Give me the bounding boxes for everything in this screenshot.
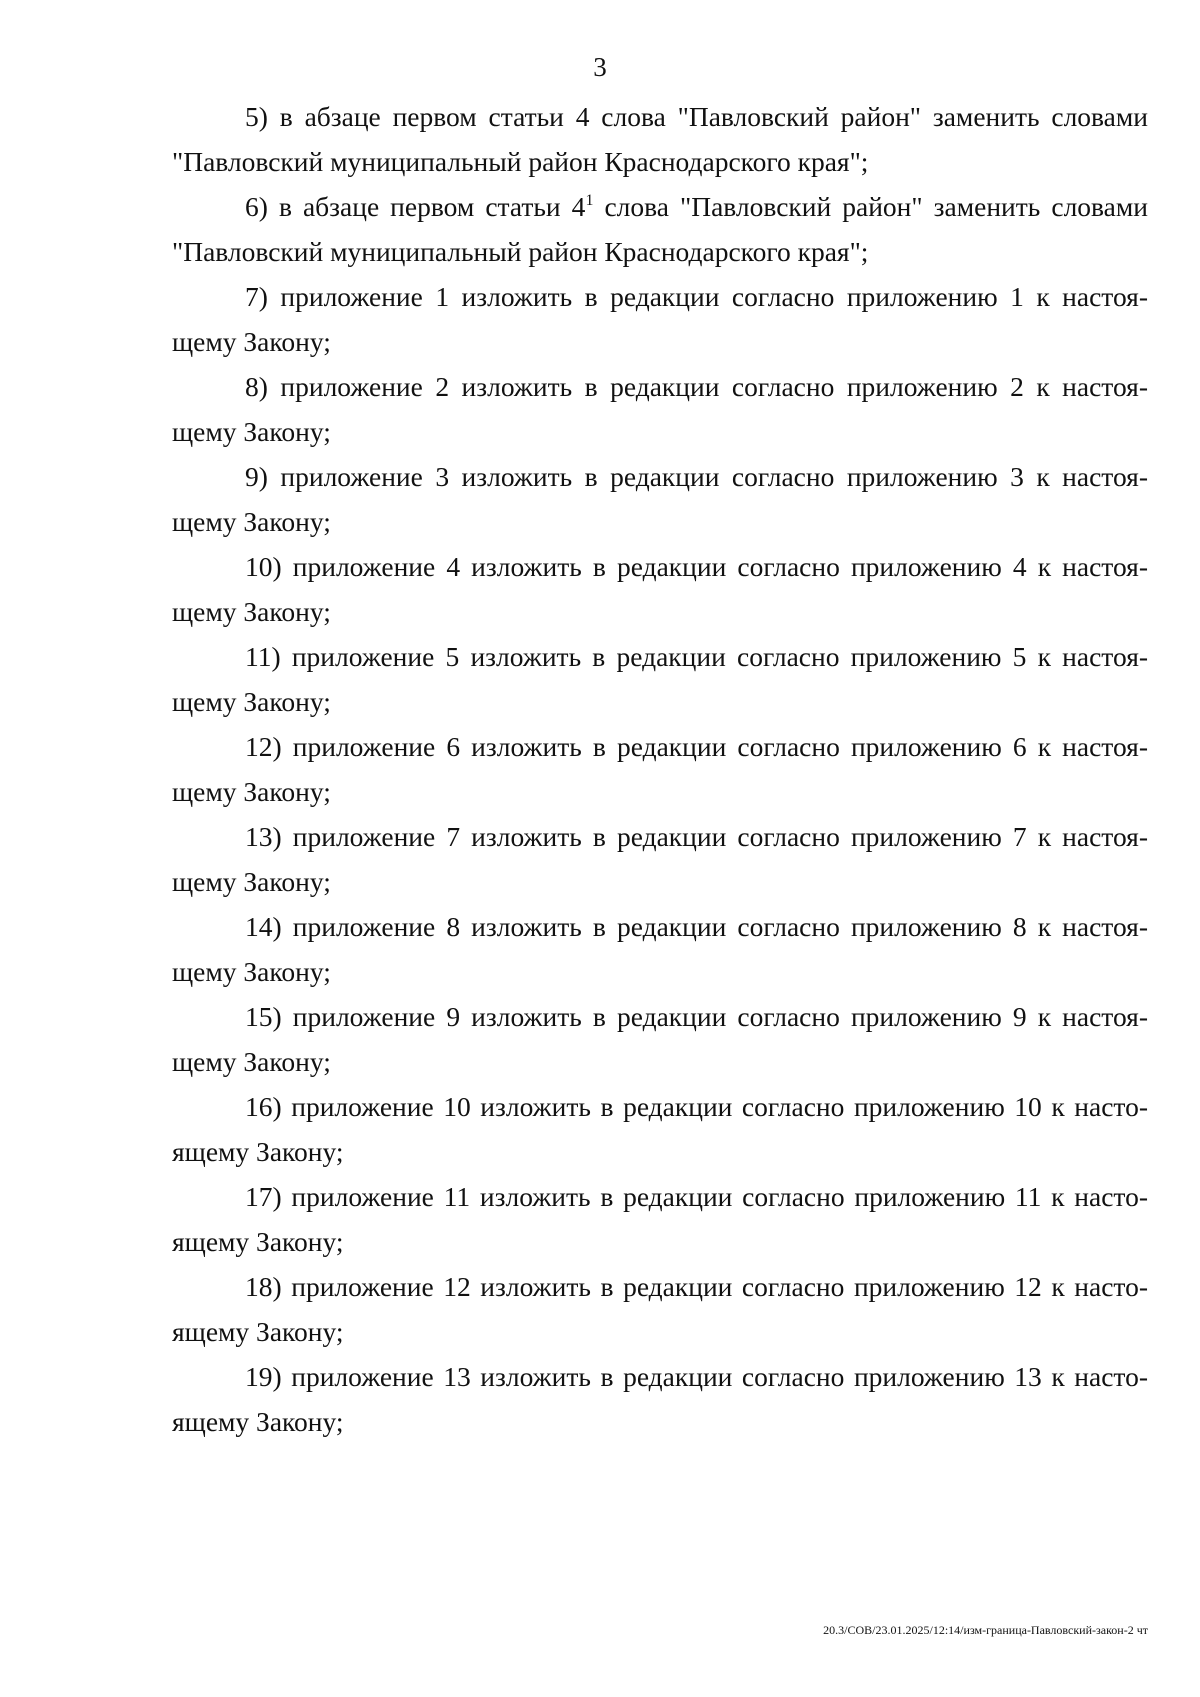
item-text: 15) приложение 9 изложить в редакции согласно приложению 9 к настоя- bbox=[245, 1001, 1148, 1032]
item-first-line bbox=[245, 97, 1148, 137]
item-second-line: щему Закону; bbox=[172, 1046, 331, 1077]
item-first-line bbox=[245, 907, 1148, 947]
item-text: 9) приложение 3 изложить в редакции согласно приложению 3 к настоя- bbox=[245, 461, 1148, 492]
item-first-line bbox=[245, 1267, 1148, 1307]
item-text: 5) в абзаце первом статьи 4 слова "Павловский район" заменить словами bbox=[245, 101, 1148, 132]
item-second-line: ящему Закону; bbox=[172, 1316, 344, 1347]
item-first-line bbox=[245, 727, 1148, 767]
item-text: 6) в абзаце первом статьи 4 bbox=[245, 191, 586, 222]
item-second-line: "Павловский муниципальный район Краснодарского края"; bbox=[172, 236, 869, 267]
item-text: 16) приложение 10 изложить в редакции согласно приложению 10 к насто- bbox=[245, 1091, 1148, 1122]
item-first-line bbox=[245, 817, 1148, 857]
item-first-line bbox=[245, 637, 1148, 677]
item-text: 17) приложение 11 изложить в редакции согласно приложению 11 к насто- bbox=[245, 1181, 1148, 1212]
item-first-line bbox=[245, 1177, 1148, 1217]
item-text: 12) приложение 6 изложить в редакции согласно приложению 6 к настоя- bbox=[245, 731, 1148, 762]
item-second-line: ящему Закону; bbox=[172, 1226, 344, 1257]
item-second-line: "Павловский муниципальный район Краснодарского края"; bbox=[172, 146, 869, 177]
page-number: 3 bbox=[593, 52, 607, 82]
item-second-line: щему Закону; bbox=[172, 866, 331, 897]
item-second-line: щему Закону; bbox=[172, 326, 331, 357]
item-text: 8) приложение 2 изложить в редакции согласно приложению 2 к настоя- bbox=[245, 371, 1148, 402]
item-text: 7) приложение 1 изложить в редакции согласно приложению 1 к настоя- bbox=[245, 281, 1148, 312]
item-second-line: щему Закону; bbox=[172, 776, 331, 807]
item-text: 13) приложение 7 изложить в редакции согласно приложению 7 к настоя- bbox=[245, 821, 1148, 852]
item-second-line: ящему Закону; bbox=[172, 1406, 344, 1437]
item-second-line: щему Закону; bbox=[172, 596, 331, 627]
item-second-line: щему Закону; bbox=[172, 956, 331, 987]
item-first-line bbox=[245, 187, 1148, 227]
item-text: 14) приложение 8 изложить в редакции согласно приложению 8 к настоя- bbox=[245, 911, 1148, 942]
item-text: 18) приложение 12 изложить в редакции согласно приложению 12 к насто- bbox=[245, 1271, 1148, 1302]
item-text-continued: слова "Павловский район" заменить словами bbox=[593, 191, 1148, 222]
item-first-line bbox=[245, 547, 1148, 587]
item-first-line bbox=[245, 1087, 1148, 1127]
item-second-line: щему Закону; bbox=[172, 506, 331, 537]
item-second-line: щему Закону; bbox=[172, 686, 331, 717]
item-text: 19) приложение 13 изложить в редакции согласно приложению 13 к насто- bbox=[245, 1361, 1148, 1392]
superscript-index: 1 bbox=[585, 192, 594, 209]
item-first-line bbox=[245, 997, 1148, 1037]
footer-stamp: 20.3/СОВ/23.01.2025/12:14/изм-граница-Павловский-закон-2 чт bbox=[823, 1623, 1148, 1637]
item-second-line: ящему Закону; bbox=[172, 1136, 344, 1167]
item-text: 11) приложение 5 изложить в редакции согласно приложению 5 к настоя- bbox=[245, 641, 1148, 672]
item-first-line bbox=[245, 1357, 1148, 1397]
item-second-line: щему Закону; bbox=[172, 416, 331, 447]
item-first-line bbox=[245, 457, 1148, 497]
item-first-line bbox=[245, 277, 1148, 317]
item-text: 10) приложение 4 изложить в редакции согласно приложению 4 к настоя- bbox=[245, 551, 1148, 582]
item-first-line bbox=[245, 367, 1148, 407]
